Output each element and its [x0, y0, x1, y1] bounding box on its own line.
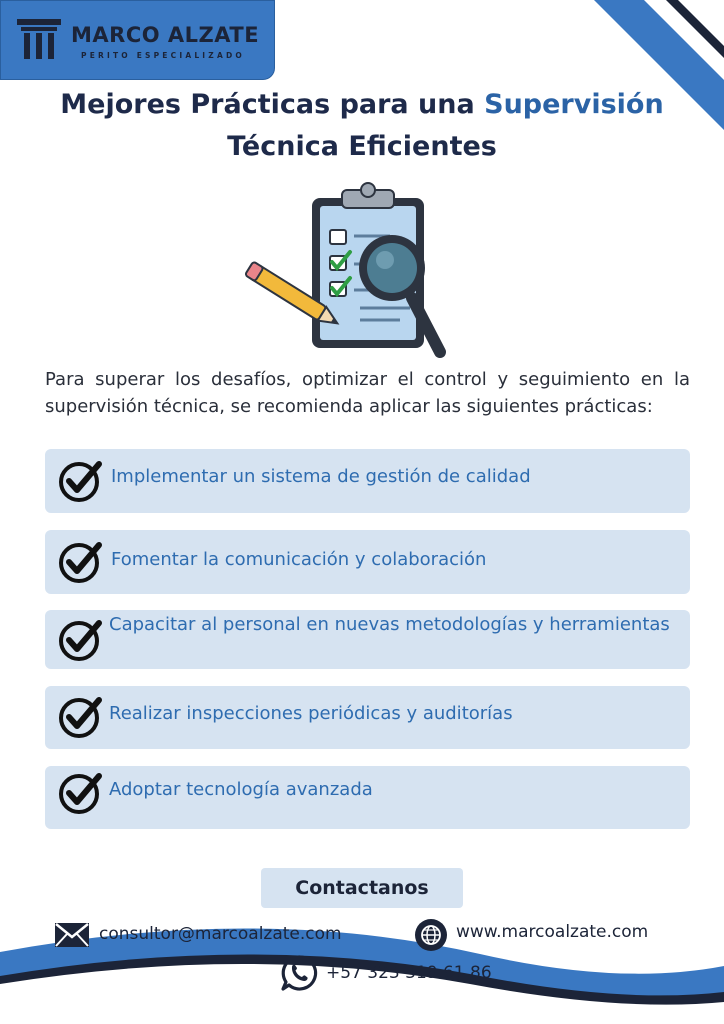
practice-text: Realizar inspecciones periódicas y auditorías — [109, 703, 513, 724]
practice-card — [45, 766, 690, 829]
practice-card — [45, 610, 690, 669]
title-part3: Técnica Eficientes — [227, 131, 497, 162]
contact-website[interactable]: www.marcoalzate.com — [456, 922, 649, 942]
clipboard-magnifier-illustration — [240, 180, 455, 365]
check-circle-icon — [57, 770, 103, 816]
practice-text: Implementar un sistema de gestión de calidad — [111, 466, 531, 487]
globe-icon — [414, 918, 448, 952]
mail-icon — [54, 922, 90, 948]
title-part1: Mejores Prácticas para una — [60, 89, 485, 120]
title-part2: Supervisión — [484, 89, 664, 120]
practice-card — [45, 530, 690, 594]
contact-heading: Contactanos — [261, 868, 463, 908]
practice-text: Fomentar la comunicación y colaboración — [111, 549, 487, 570]
brand-tagline: PERITO ESPECIALIZADO — [81, 51, 245, 60]
pillar-logo-icon — [15, 13, 63, 65]
check-circle-icon — [57, 694, 103, 740]
check-circle-icon — [57, 539, 103, 585]
intro-paragraph: Para superar los desafíos, optimizar el control y seguimiento en la supervisión técnica, se recomienda aplicar las siguientes prácticas: — [45, 369, 690, 417]
brand-logo — [0, 0, 275, 80]
practice-text: Adoptar tecnología avanzada — [109, 779, 373, 800]
page-title — [20, 84, 704, 168]
check-circle-icon — [57, 617, 103, 663]
practice-card — [45, 449, 690, 513]
practice-text: Capacitar al personal en nuevas metodologías y herramientas — [109, 614, 670, 635]
contact-email[interactable]: consultor@marcoalzate.com — [99, 924, 342, 944]
practice-card — [45, 686, 690, 749]
whatsapp-icon — [280, 954, 318, 992]
brand-name: MARCO ALZATE — [71, 23, 260, 47]
check-circle-icon — [57, 458, 103, 504]
contact-phone[interactable]: +57 323 319 61 86 — [326, 963, 492, 983]
